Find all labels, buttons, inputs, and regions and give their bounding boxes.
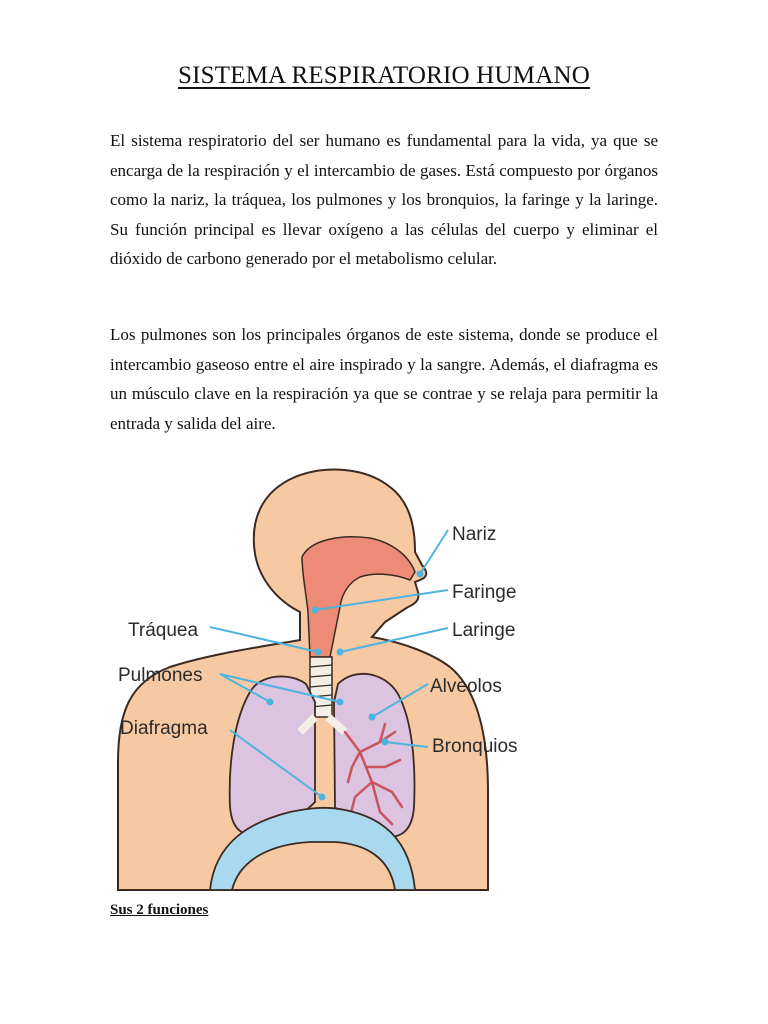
- lungs-paragraph: Los pulmones son los principales órganos de este sistema, donde se produce el intercambio gaseoso entre el aire inspirado y la sangre. Además, el diafragma es un músculo clave en la respiración ya que se contrae y se relaja para permitir la entrada y salida del aire.: [110, 325, 658, 433]
- label-traquea: Tráquea: [128, 620, 199, 641]
- respiratory-system-illustration: [110, 462, 550, 892]
- label-bronquios: Bronquios: [432, 736, 518, 757]
- label-pulmones: Pulmones: [118, 665, 203, 686]
- section-heading: Sus 2 funciones: [110, 902, 209, 918]
- label-laringe: Laringe: [452, 620, 516, 641]
- page-title: SISTEMA RESPIRATORIO HUMANO: [178, 62, 590, 89]
- label-alveolos: Alveolos: [430, 676, 502, 697]
- label-nariz: Nariz: [452, 524, 497, 545]
- intro-paragraph: El sistema respiratorio del ser humano es fundamental para la vida, ya que se encarga de la respiración y el intercambio de gases. Está compuesto por órganos como la nariz, la tráquea, los pulmones y los bronquios, la faringe y la laringe. Su función principal es llevar oxígeno a las células del cuerpo y eliminar el dióxido de carbono generado por el metabolismo celular.: [110, 131, 658, 268]
- label-faringe: Faringe: [452, 582, 517, 603]
- label-diafragma: Diafragma: [120, 718, 208, 739]
- respiratory-system-diagram: [110, 462, 550, 892]
